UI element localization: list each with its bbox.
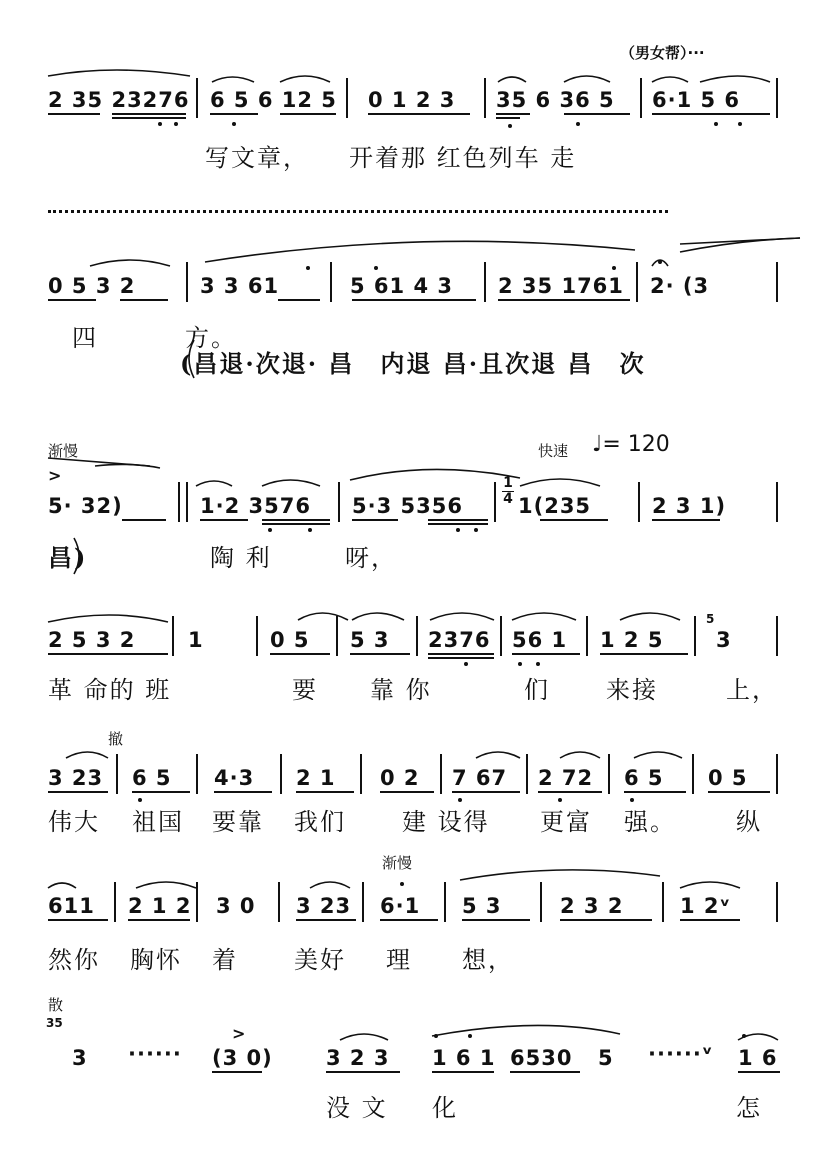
barline — [278, 882, 280, 922]
measure: 56 1 — [512, 628, 568, 652]
measure: 1·2 3576 — [200, 494, 311, 518]
percussion-line: (昌退·次退· 昌 内退 昌·且次退 昌 次 — [180, 349, 646, 378]
lyric: 四 — [72, 324, 98, 352]
lyrics-line: 写文章， 开着那 红色列车 走 — [205, 144, 577, 172]
metronome-mark: ♩= 120 — [592, 432, 670, 457]
measure: 2 1 — [296, 766, 336, 790]
lyric: 靠 你 — [370, 676, 432, 704]
measure: 6 5 6 12 5 — [210, 88, 337, 112]
measure: 1 2ᵛ — [680, 894, 732, 918]
lyric: 革 命的 班 — [48, 676, 172, 704]
measure: 0 5 — [708, 766, 748, 790]
barline — [494, 482, 496, 522]
measure: 2 35 1761 — [498, 274, 624, 298]
measure: 2 35 23276 — [48, 88, 190, 112]
measure: 35 6 36 5 — [496, 88, 615, 112]
measure: 2 72 — [538, 766, 594, 790]
barline — [440, 754, 442, 794]
time-signature: 1 4 — [503, 475, 513, 507]
barline — [186, 262, 188, 302]
lyric: 理 — [386, 946, 412, 974]
measure: 1 2 5 — [600, 628, 664, 652]
barline — [662, 882, 664, 922]
measure: 0 5 3 2 — [48, 274, 136, 298]
barline — [444, 882, 446, 922]
lyric: 要 — [292, 676, 318, 704]
lyric: 来接 — [606, 676, 658, 704]
barline — [360, 754, 362, 794]
measure: 3 — [72, 1046, 88, 1070]
measure: 1 6 1 — [432, 1046, 496, 1070]
lyric: 上， — [726, 676, 778, 704]
measure: 3 0 — [216, 894, 256, 918]
lyric: 美好 — [294, 946, 346, 974]
lyric: 想， — [462, 946, 514, 974]
lyric: 更富 — [540, 808, 592, 836]
measure: 2 3 1) — [652, 494, 727, 518]
measure: 3 23 — [296, 894, 352, 918]
lyric: 呀， — [345, 544, 397, 572]
chorus-label: （男女帮）··· — [620, 44, 705, 62]
barline — [330, 262, 332, 302]
measure: 2 5 3 2 — [48, 628, 136, 652]
measure: 3 23 — [48, 766, 104, 790]
grace-note: 5 — [706, 612, 715, 626]
measure: 5 3 — [462, 894, 502, 918]
lyric: 怎 — [736, 1094, 762, 1122]
measure: (3 0) — [212, 1046, 273, 1070]
tempo-fast-label: 快速 — [538, 442, 569, 460]
fermata-dots: ······ — [128, 1042, 182, 1066]
measure: 2 3 2 — [560, 894, 624, 918]
measure: 6·1 — [380, 894, 421, 918]
barline — [540, 882, 542, 922]
measure: 3 3 61 — [200, 274, 280, 298]
barline — [196, 882, 198, 922]
measure: 7 67 — [452, 766, 508, 790]
barline — [178, 482, 180, 522]
barline — [776, 262, 778, 302]
barline — [336, 616, 338, 656]
barline — [416, 616, 418, 656]
barline — [256, 616, 258, 656]
lyric: 然你 — [48, 946, 100, 974]
measure: 1 6 — [738, 1046, 778, 1070]
barline — [362, 882, 364, 922]
dotted-separator — [48, 210, 668, 213]
measure: 6530 — [510, 1046, 573, 1070]
barline — [638, 482, 640, 522]
measure: 0 2 — [380, 766, 420, 790]
measure: 6·1 5 6 — [652, 88, 741, 112]
lyric: 祖国 — [132, 808, 184, 836]
lyric: 要靠 — [212, 808, 264, 836]
tempo-rit-label: 渐慢 — [382, 854, 413, 872]
barline — [338, 482, 340, 522]
tempo-rit-label: 渐慢 — [48, 442, 79, 460]
measure: 1 — [188, 628, 204, 652]
annotation-free-tempo: 散 — [48, 996, 64, 1014]
lyric: 昌) — [48, 543, 88, 572]
barline — [280, 754, 282, 794]
barline — [186, 482, 188, 522]
lyric: 伟大 — [48, 808, 100, 836]
barline — [500, 616, 502, 656]
measure: 3 — [716, 628, 732, 652]
lyric: 强。 — [624, 808, 676, 836]
barline — [116, 754, 118, 794]
measure: 2376 — [428, 628, 491, 652]
measure: 0 1 2 3 — [368, 88, 456, 112]
measure: 2 1 2 — [128, 894, 192, 918]
measure: 6 5 — [132, 766, 172, 790]
barline — [776, 882, 778, 922]
barline — [608, 754, 610, 794]
barline — [586, 616, 588, 656]
barline — [172, 616, 174, 656]
measure: 2· (3 — [650, 274, 710, 298]
barline — [526, 754, 528, 794]
lyric: 着 — [212, 946, 238, 974]
measure: 5·3 5356 — [352, 494, 463, 518]
barline — [692, 754, 694, 794]
grace-note: 35 — [46, 1016, 63, 1030]
lyric: 纵 — [736, 808, 762, 836]
lyric: 们 — [524, 676, 550, 704]
accent-mark: > — [232, 1024, 247, 1043]
barline — [776, 482, 778, 522]
barline — [636, 262, 638, 302]
measure: 611 — [48, 894, 95, 918]
barline — [776, 616, 778, 656]
barline — [114, 882, 116, 922]
measure: 5· 32) — [48, 494, 123, 518]
measure: 3 2 3 — [326, 1046, 390, 1070]
measure: 4·3 — [214, 766, 255, 790]
measure: 5 3 — [350, 628, 390, 652]
accent-mark: > — [48, 466, 63, 485]
barline — [776, 754, 778, 794]
fermata-dots: ······ᵛ — [648, 1042, 714, 1066]
lyric: 陶 利 — [210, 544, 272, 572]
measure: 1(235 — [518, 494, 592, 518]
measure: 5 61 4 3 — [350, 274, 453, 298]
barline — [776, 78, 778, 118]
annotation: 撤 — [108, 730, 124, 748]
lyric: 胸怀 — [130, 946, 182, 974]
lyric: 方。 — [185, 324, 237, 352]
lyric: 我们 — [294, 808, 346, 836]
barline — [196, 78, 198, 118]
lyric: 化 — [432, 1094, 458, 1122]
barline — [640, 78, 642, 118]
lyric: 建 设得 — [402, 808, 490, 836]
barline — [694, 616, 696, 656]
barline — [484, 78, 486, 118]
measure: 5 — [598, 1046, 614, 1070]
measure: 0 5 — [270, 628, 310, 652]
lyric: 没 文 — [326, 1094, 388, 1122]
barline — [484, 262, 486, 302]
barline — [346, 78, 348, 118]
measure: 6 5 — [624, 766, 664, 790]
barline — [196, 754, 198, 794]
